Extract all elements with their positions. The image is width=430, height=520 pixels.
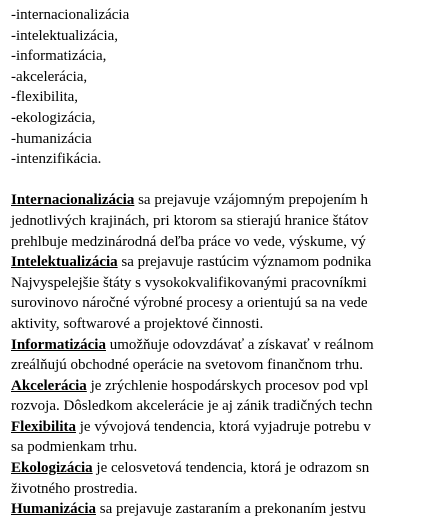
paragraph-line	[11, 190, 430, 211]
blank-line	[11, 170, 430, 191]
paragraph-text: je vývojová tendencia, ktorá vyjadruje potrebu v	[76, 418, 371, 435]
term-heading: Informatizácia	[11, 336, 106, 353]
list-item: -intelektualizácia,	[11, 27, 119, 44]
list-item: -internacionalizácia	[11, 7, 130, 23]
term-heading: Internacionalizácia	[11, 192, 135, 209]
list-item: -informatizácia,	[11, 48, 107, 65]
paragraph-line: prehlbuje medzinárodná deľba práce vo vede, výskume, vý	[11, 233, 366, 250]
paragraph-ekologizacia	[11, 458, 430, 499]
paragraph-line: rozvoja. Dôsledkom akcelerácie je aj zánik tradičných techn	[11, 398, 373, 415]
paragraph-line: životného prostredia.	[11, 480, 138, 497]
term-heading: Intelektualizácia	[11, 254, 118, 271]
list-item: -intenzifikácia.	[11, 151, 102, 168]
paragraph-line: zreálňujú obchodné operácie na svetovom finančnom trhu.	[11, 357, 363, 374]
paragraph-line	[11, 252, 430, 273]
term-heading: Ekologizácia	[11, 460, 93, 477]
paragraph-line: Najvyspelejšie štáty s vysokokvalifikovanými pracovníkmi	[11, 274, 367, 291]
term-heading: Akcelerácia	[11, 377, 87, 394]
paragraph-internacionalizacia	[11, 190, 430, 252]
trend-list	[11, 5, 430, 170]
document-page	[11, 5, 430, 520]
paragraph-informatizacia	[11, 335, 430, 376]
paragraph-flexibilita	[11, 417, 430, 458]
paragraph-text: sa prejavuje vzájomným prepojením h	[134, 192, 369, 209]
list-item: -akcelerácia,	[11, 68, 88, 85]
paragraph-line: jednotlivých krajinách, pri ktorom sa stierajú hranice štátov	[11, 212, 369, 229]
paragraph-humanizacia	[11, 499, 430, 520]
paragraph-line	[11, 335, 430, 356]
paragraph-line	[11, 458, 430, 479]
paragraph-line	[11, 417, 430, 438]
term-heading: Flexibilita	[11, 418, 76, 435]
paragraph-line	[11, 499, 430, 520]
paragraph-line: aktivity, softwarové a projektové činnosti.	[11, 315, 264, 332]
paragraph-line	[11, 376, 430, 397]
list-item: -flexibilita,	[11, 89, 79, 106]
paragraph-text: sa prejavuje zastaraním a prekonaním jestvu	[96, 501, 366, 518]
list-item: -humanizácia	[11, 130, 92, 147]
paragraph-intelektualizacia	[11, 252, 430, 334]
paragraph-line: surovinovo náročné výrobné procesy a orientujú sa na vede	[11, 295, 368, 312]
paragraph-akceleracia	[11, 376, 430, 417]
paragraph-line: sa podmienkam trhu.	[11, 439, 138, 456]
list-item: -ekologizácia,	[11, 109, 96, 126]
paragraph-text: sa prejavuje rastúcim významom podnika	[117, 254, 372, 271]
term-heading: Humanizácia	[11, 501, 96, 518]
paragraph-text: umožňuje odovzdávať a získavať v reálnom	[105, 336, 374, 353]
paragraph-text: je zrýchlenie hospodárskych procesov pod vpl	[86, 377, 369, 394]
paragraph-text: je celosvetová tendencia, ktorá je odrazom sn	[92, 460, 370, 477]
